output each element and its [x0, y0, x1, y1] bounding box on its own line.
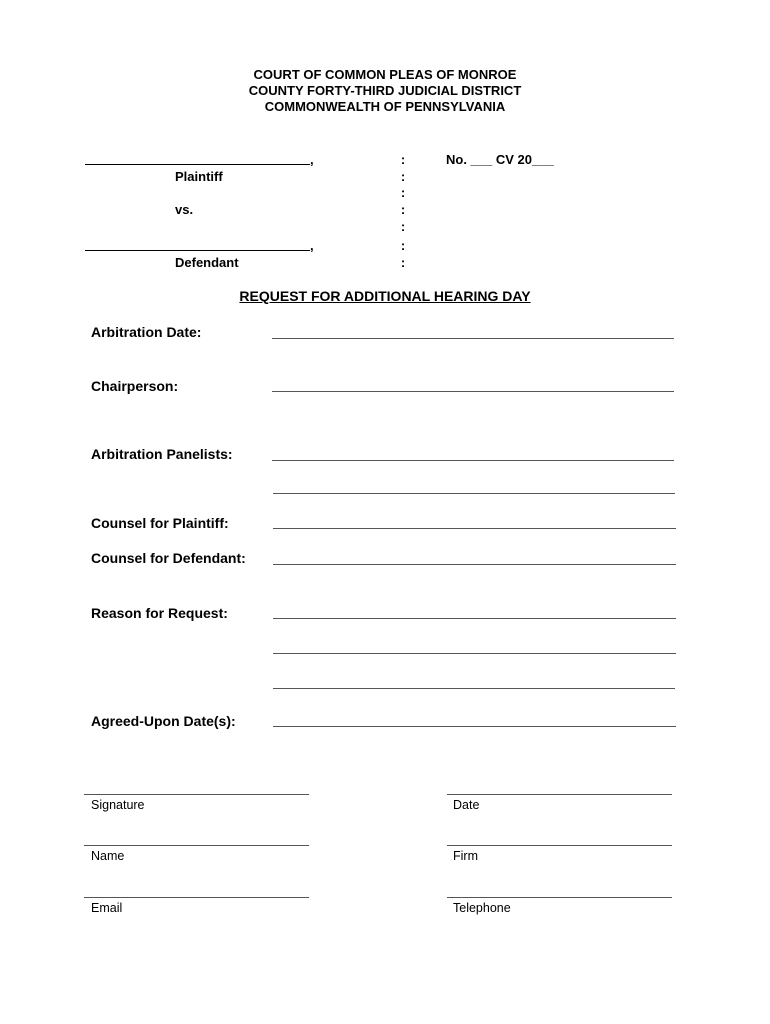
name-label: Name: [91, 849, 125, 863]
defendant-name-line[interactable]: [85, 250, 310, 251]
defendant-label: Defendant: [175, 255, 239, 270]
arbitration-panelists-field-2[interactable]: [273, 493, 675, 494]
court-header-line-1: COURT OF COMMON PLEAS OF MONROE: [253, 67, 517, 82]
defendant-comma: ,: [310, 238, 314, 253]
email-label: Email: [91, 901, 123, 915]
signature-label: Signature: [91, 798, 145, 812]
caption-colon: :: [400, 169, 406, 184]
reason-label: Reason for Request:: [91, 605, 228, 621]
name-line[interactable]: [84, 845, 309, 846]
reason-field-2[interactable]: [273, 653, 676, 654]
arbitration-date-field[interactable]: [272, 338, 674, 339]
arbitration-panelists-field-1[interactable]: [272, 460, 674, 461]
caption-colon: :: [400, 152, 406, 167]
caption-colon: :: [400, 238, 406, 253]
email-line[interactable]: [84, 897, 309, 898]
caption-colon: :: [400, 202, 406, 217]
arbitration-panelists-label: Arbitration Panelists:: [91, 446, 233, 462]
plaintiff-name-line[interactable]: [85, 164, 310, 165]
vs-label: vs.: [175, 202, 194, 217]
date-label: Date: [453, 798, 480, 812]
plaintiff-label: Plaintiff: [175, 169, 223, 184]
reason-field-1[interactable]: [273, 618, 676, 619]
firm-label: Firm: [453, 849, 478, 863]
caption-colon: :: [400, 219, 406, 234]
counsel-plaintiff-label: Counsel for Plaintiff:: [91, 515, 229, 531]
signature-line[interactable]: [84, 794, 309, 795]
chairperson-label: Chairperson:: [91, 378, 179, 394]
agreed-dates-field[interactable]: [273, 726, 676, 727]
court-header-line-3: COMMONWEALTH OF PENNSYLVANIA: [264, 99, 506, 114]
counsel-defendant-field[interactable]: [273, 564, 676, 565]
telephone-label: Telephone: [453, 901, 511, 915]
chairperson-field[interactable]: [272, 391, 674, 392]
firm-line[interactable]: [447, 845, 672, 846]
caption-colon: :: [400, 185, 406, 200]
plaintiff-comma: ,: [310, 152, 314, 167]
date-line[interactable]: [447, 794, 672, 795]
caption-colon: :: [400, 255, 406, 270]
agreed-dates-label: Agreed-Upon Date(s):: [91, 713, 236, 729]
case-number: No. ___ CV 20___: [446, 152, 554, 167]
form-title: REQUEST FOR ADDITIONAL HEARING DAY: [239, 288, 531, 304]
counsel-defendant-label: Counsel for Defendant:: [91, 550, 246, 566]
reason-field-3[interactable]: [273, 688, 675, 689]
arbitration-date-label: Arbitration Date:: [91, 324, 202, 340]
court-header-line-2: COUNTY FORTY-THIRD JUDICIAL DISTRICT: [248, 83, 522, 98]
telephone-line[interactable]: [447, 897, 672, 898]
counsel-plaintiff-field[interactable]: [273, 528, 676, 529]
